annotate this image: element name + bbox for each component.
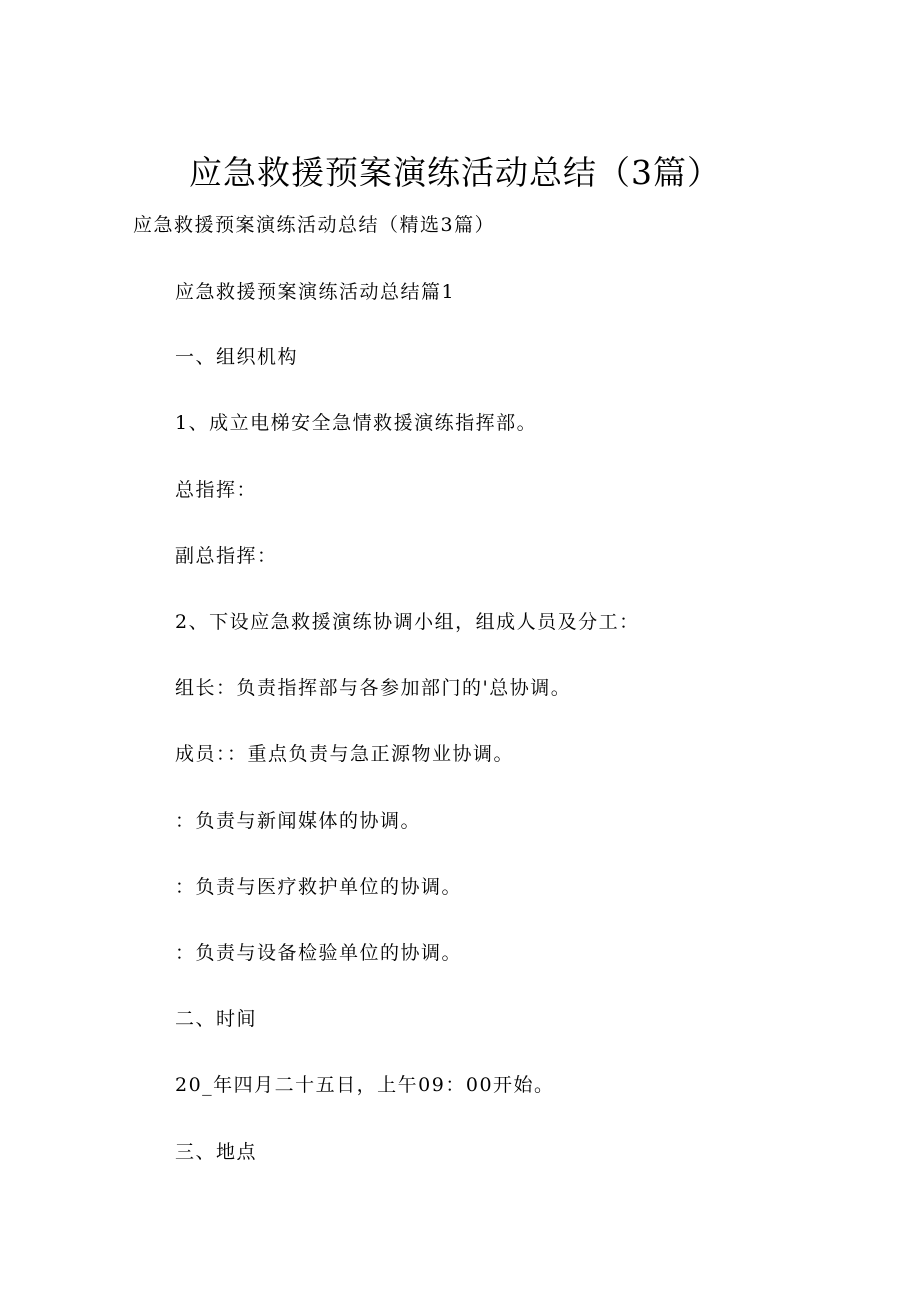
document-title: 应急救援预案演练活动总结（3篇）	[189, 153, 721, 192]
section-heading-part1: 应急救援预案演练活动总结篇1	[175, 281, 456, 303]
paragraph-medical-coordination: ：负责与医疗救护单位的协调。	[175, 876, 463, 898]
paragraph-inspection-coordination: ：负责与设备检验单位的协调。	[175, 942, 463, 964]
paragraph-deputy-commander: 副总指挥：	[175, 545, 278, 567]
section-heading-location: 三、地点	[175, 1141, 258, 1163]
paragraph-members: 成员：：重点负责与急正源物业协调。	[175, 743, 515, 765]
paragraph-chief-commander: 总指挥：	[175, 479, 258, 501]
paragraph-item-2: 2、下设应急救援演练协调小组，组成人员及分工：	[175, 611, 640, 633]
paragraph-team-leader: 组长：负责指挥部与各参加部门的'总协调。	[175, 677, 572, 699]
document-subtitle: 应急救援预案演练活动总结（精选3篇）	[133, 214, 496, 236]
section-heading-time: 二、时间	[175, 1008, 258, 1030]
paragraph-date-time: 20_年四月二十五日，上午09：00开始。	[175, 1074, 555, 1096]
paragraph-media-coordination: ：负责与新闻媒体的协调。	[175, 810, 422, 832]
paragraph-item-1: 1、成立电梯安全急情救援演练指挥部。	[175, 412, 538, 434]
section-heading-organization: 一、组织机构	[175, 346, 299, 368]
